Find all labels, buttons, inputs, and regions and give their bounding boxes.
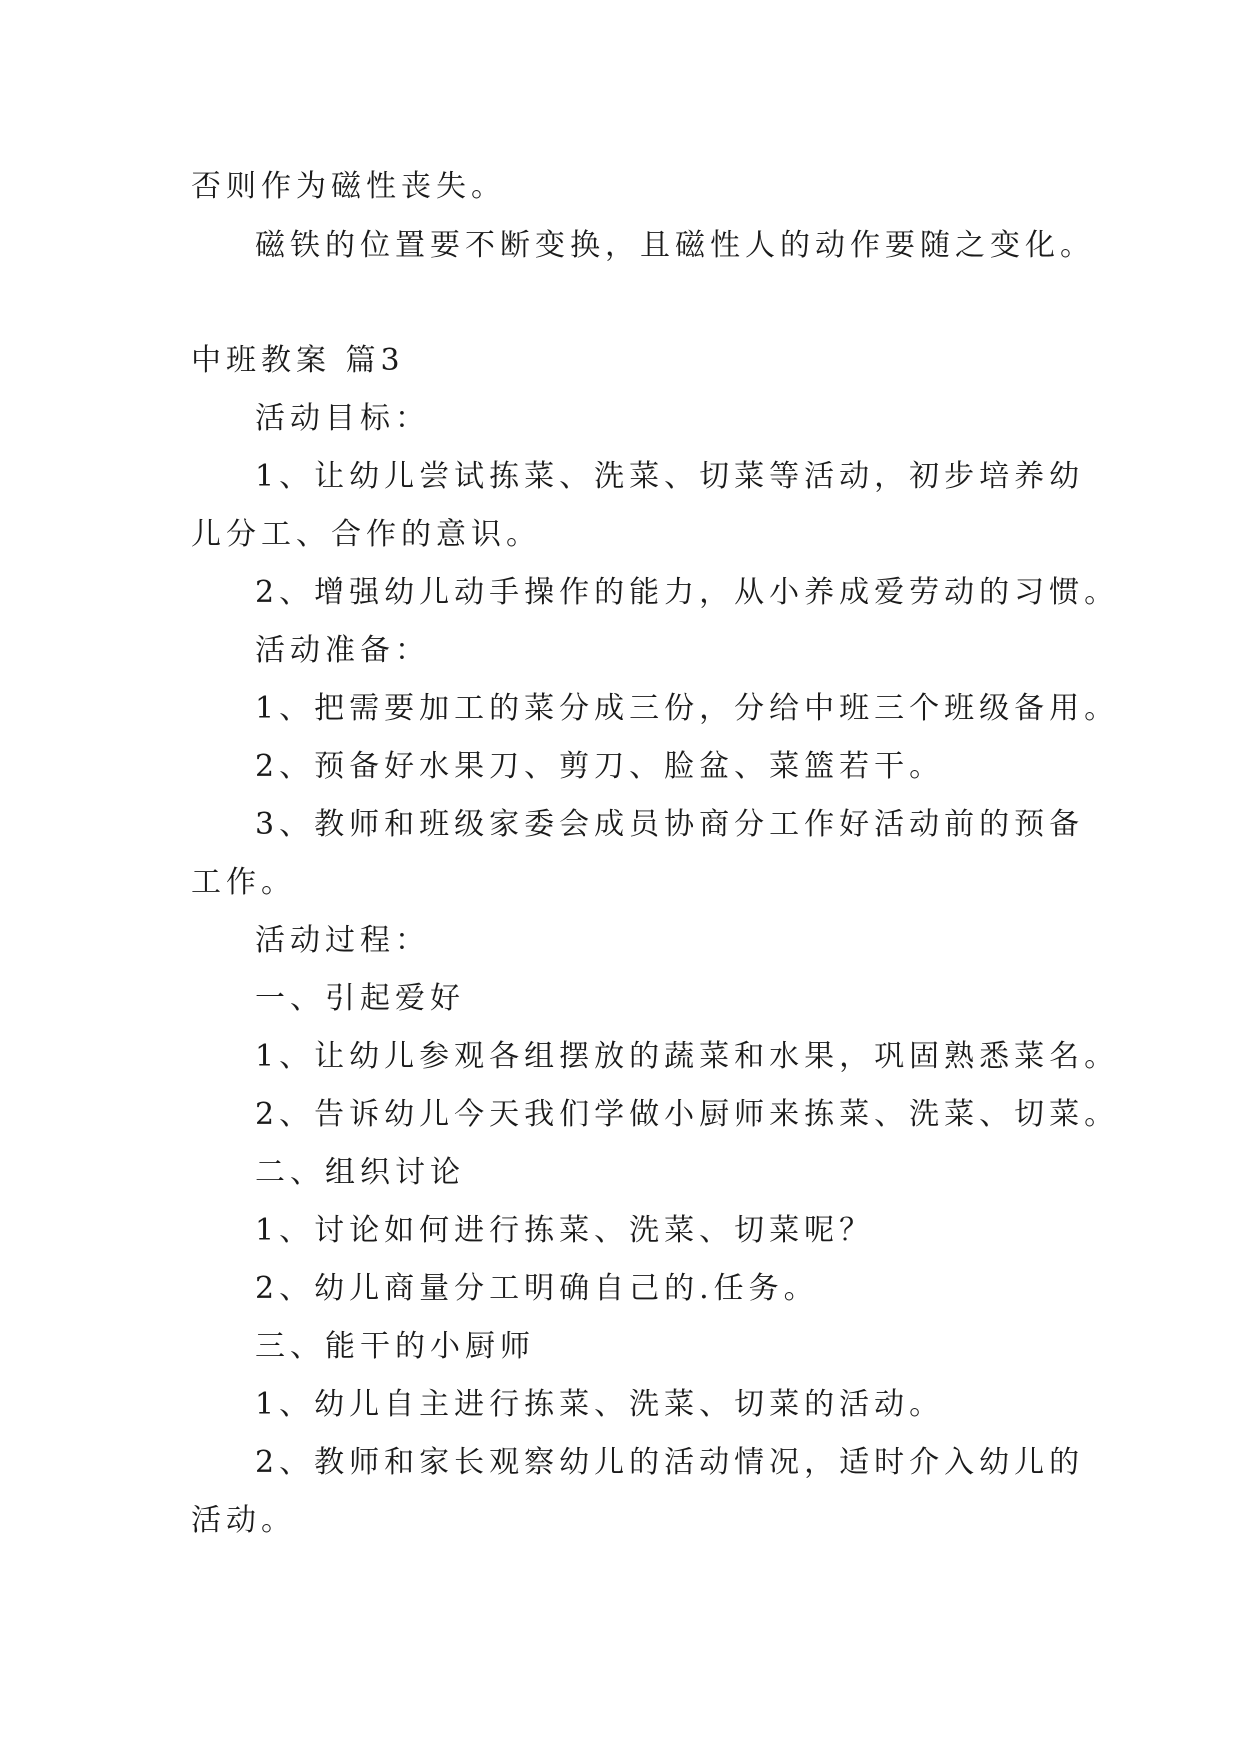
paragraph-line: 2、告诉幼儿今天我们学做小厨师来拣菜、洗菜、切菜。 — [255, 1097, 1120, 1132]
paragraph-line: 儿分工、合作的意识。 — [191, 517, 541, 552]
paragraph-line: 活动。 — [191, 1503, 296, 1538]
paragraph-line: 否则作为磁性丧失。 — [191, 169, 506, 204]
subheading: 活动准备： — [255, 633, 430, 668]
paragraph-line: 2、幼儿商量分工明确自己的.任务。 — [255, 1271, 819, 1306]
paragraph-line: 2、增强幼儿动手操作的能力，从小养成爱劳动的习惯。 — [255, 575, 1120, 610]
paragraph-line: 3、教师和班级家委会成员协商分工作好活动前的预备 — [255, 807, 1085, 842]
subheading: 一、引起爱好 — [255, 981, 465, 1016]
subheading: 二、组织讨论 — [255, 1155, 465, 1190]
subheading: 三、能干的小厨师 — [255, 1329, 535, 1364]
paragraph-line: 1、让幼儿参观各组摆放的蔬菜和水果，巩固熟悉菜名。 — [255, 1039, 1120, 1074]
paragraph-line: 1、让幼儿尝试拣菜、洗菜、切菜等活动，初步培养幼 — [255, 459, 1085, 494]
paragraph-line: 1、幼儿自主进行拣菜、洗菜、切菜的活动。 — [255, 1387, 945, 1422]
subheading: 活动过程： — [255, 923, 430, 958]
paragraph-line: 2、教师和家长观察幼儿的活动情况，适时介入幼儿的 — [255, 1445, 1085, 1480]
subheading: 活动目标： — [255, 401, 430, 436]
paragraph-line: 1、讨论如何进行拣菜、洗菜、切菜呢？ — [255, 1213, 875, 1248]
paragraph-line: 工作。 — [191, 865, 296, 900]
paragraph-line: 1、把需要加工的菜分成三份，分给中班三个班级备用。 — [255, 691, 1120, 726]
paragraph-line: 2、预备好水果刀、剪刀、脸盆、菜篮若干。 — [255, 749, 945, 784]
section-heading: 中班教案 篇3 — [191, 343, 405, 378]
paragraph-line: 磁铁的位置要不断变换，且磁性人的动作要随之变化。 — [255, 228, 1095, 263]
